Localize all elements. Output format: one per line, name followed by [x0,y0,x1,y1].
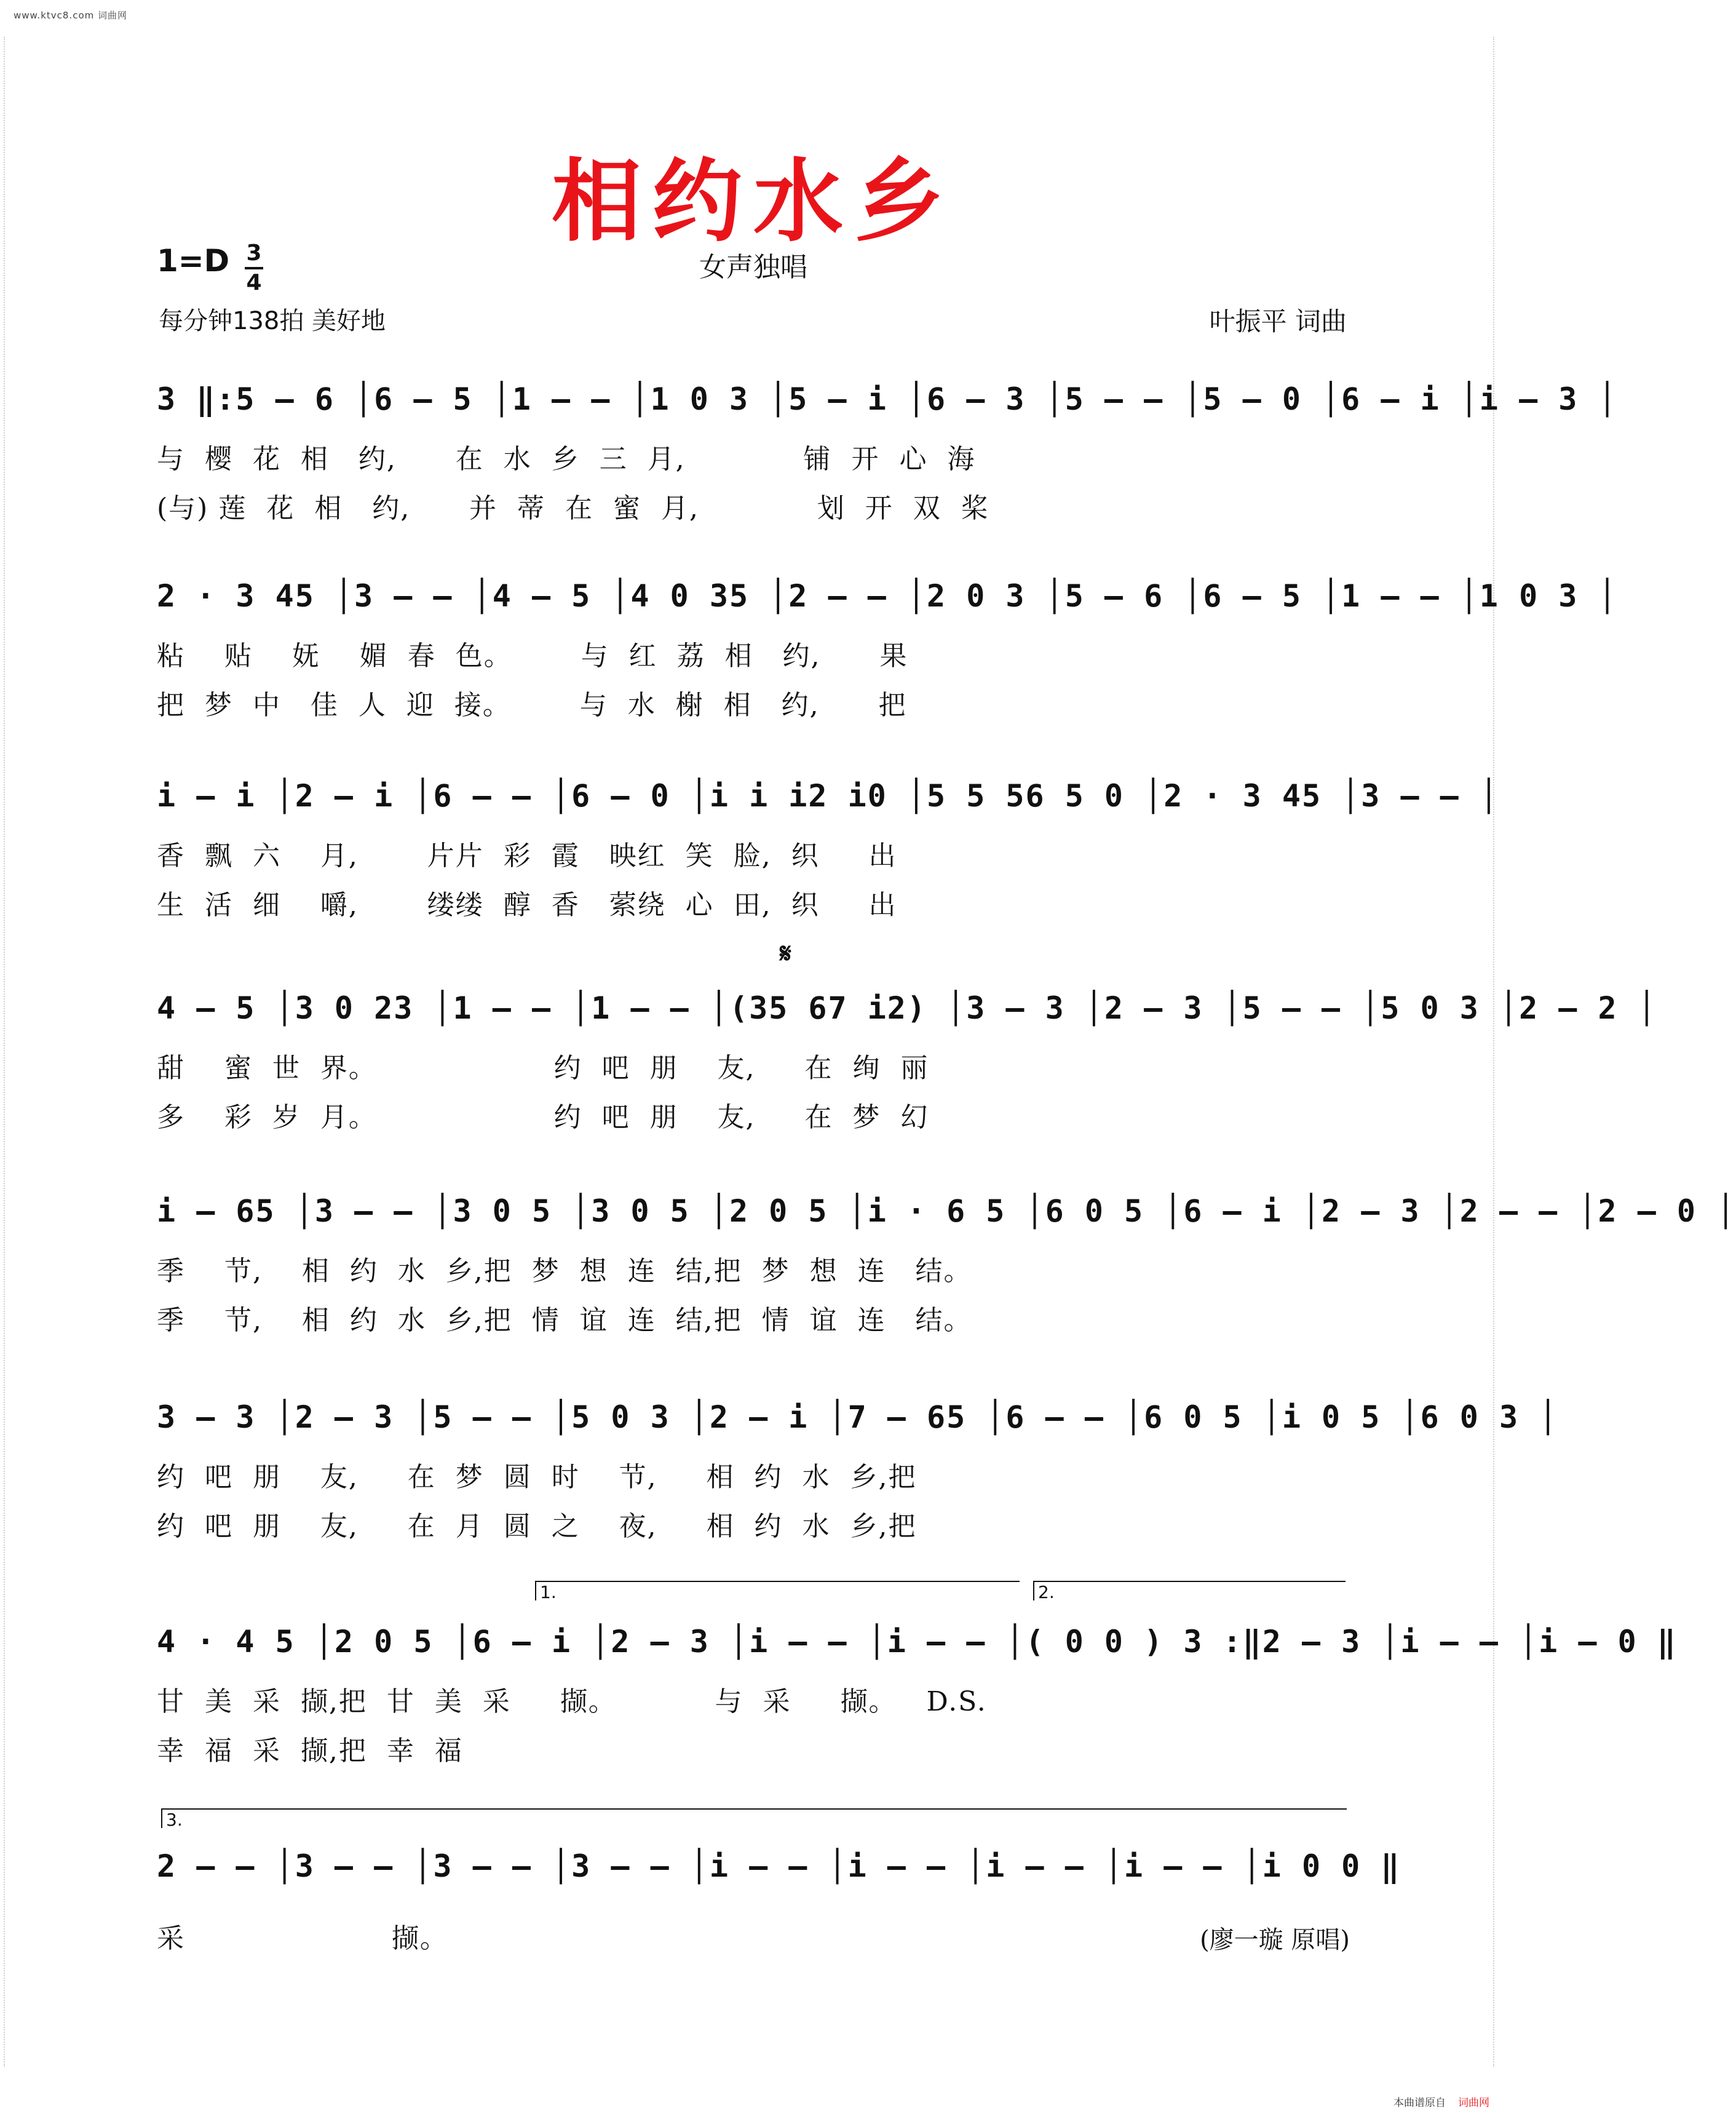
watermark-bottom [1393,2094,1489,2109]
lyric-line-2: (与) 莲 花 相 约, 并 蒂 在 蜜 月, 划 开 双 桨 [157,493,989,524]
tempo-marking: 每分钟138拍 美好地 [159,307,386,335]
watermark-top: www.ktvc8.com 词曲网 [14,10,128,21]
notation-line: 2 · 3 45 │3 – – │4 – 5 │4 0 35 │2 – – │2 0 3 │5 – 6 │6 – 5 │1 – – │1 0 3 │ [157,578,1618,614]
time-signature-bottom: 4 [246,270,262,295]
lyric-line-1: 粘 贴 妩 媚 春 色。 与 红 荔 相 约, 果 [157,640,908,672]
notation-line: 4 – 5 │3 0 23 │1 – – │1 – – │(35 67 i2) │3 – 3 │2 – 3 │5 – – │5 0 3 │2 – 2 │ [157,990,1657,1026]
lyric-line-1: 约 吧 朋 友, 在 梦 圆 时 节, 相 约 水 乡,把 [157,1461,917,1493]
notation-line: 2 – – │3 – – │3 – – │3 – – │i – – │i – – │i – – │i – – │i 0 0 ‖ [157,1848,1401,1884]
time-signature-top: 3 [246,241,262,266]
lyric-line-2: 把 梦 中 佳 人 迎 接。 与 水 榭 相 约, 把 [157,690,907,721]
subtitle: 女声独唱 [699,252,807,283]
lyric-line-2: 生 活 细 嚼, 缕缕 醇 香 萦绕 心 田, 织 出 [157,889,897,921]
notation-line: 3 ‖:5 – 6 │6 – 5 │1 – – │1 0 3 │5 – i │6 – 3 │5 – – │5 – 0 │6 – i │i – 3 │ [157,381,1618,417]
first-ending-bracket: 1. [535,1581,1020,1600]
second-ending-bracket: 2. [1033,1581,1346,1600]
lyric-line-1: 甜 蜜 世 界。 约 吧 朋 友, 在 绚 丽 [157,1052,929,1084]
lyric-line-1: 与 樱 花 相 约, 在 水 乡 三 月, 铺 开 心 海 [157,443,976,475]
lyric-line-2: 多 彩 岁 月。 约 吧 朋 友, 在 梦 幻 [157,1102,929,1133]
lyric-line-1: 香 飘 六 月, 片片 彩 霞 映红 笑 脸, 织 出 [157,840,897,872]
notation-line: 4 · 4 5 │2 0 5 │6 – i │2 – 3 │i – – │i – – │( 0 0 ) 3 :‖2 – 3 │i – – │i – 0 ‖ [157,1624,1677,1660]
third-ending-bracket: 3. [161,1808,1347,1828]
left-border-decoration [4,37,14,2067]
song-title: 相约水乡 [552,149,955,254]
original-singer-credit: (廖一璇 原唱) [1200,1926,1350,1954]
author-credit: 叶振平 词曲 [1209,306,1347,336]
notation-line: i – 65 │3 – – │3 0 5 │3 0 5 │2 0 5 │i · 6 5 │6 0 5 │6 – i │2 – 3 │2 – – │2 – 0 │ [157,1193,1736,1229]
key-signature: 1=D [157,243,230,279]
lyric-line-1: 甘 美 采 撷,把 甘 美 采 撷。 与 采 撷。 D.S. [157,1686,987,1717]
lyric-line-1: 采 撷。 [157,1923,448,1954]
notation-line: 3 – 3 │2 – 3 │5 – – │5 0 3 │2 – i │7 – 65 │6 – – │6 0 5 │i 0 5 │6 0 3 │ [157,1399,1559,1435]
segno-sign: 𝄋 [780,938,791,969]
lyric-line-2: 季 节, 相 约 水 乡,把 情 谊 连 结,把 情 谊 连 结。 [157,1305,972,1336]
lyric-line-1: 季 节, 相 约 水 乡,把 梦 想 连 结,把 梦 想 连 结。 [157,1255,972,1287]
watermark-bottom-brand: 词曲网 [1458,2097,1489,2109]
notation-line: i – i │2 – i │6 – – │6 – 0 │i i i2 i0 │5 5 56 5 0 │2 · 3 45 │3 – – │ [157,778,1499,814]
right-border-decoration [1493,37,1503,2067]
lyric-line-2: 幸 福 采 撷,把 幸 福 [157,1735,463,1767]
watermark-bottom-text: 本曲谱原自 [1393,2097,1446,2109]
lyric-line-2: 约 吧 朋 友, 在 月 圆 之 夜, 相 约 水 乡,把 [157,1511,917,1542]
